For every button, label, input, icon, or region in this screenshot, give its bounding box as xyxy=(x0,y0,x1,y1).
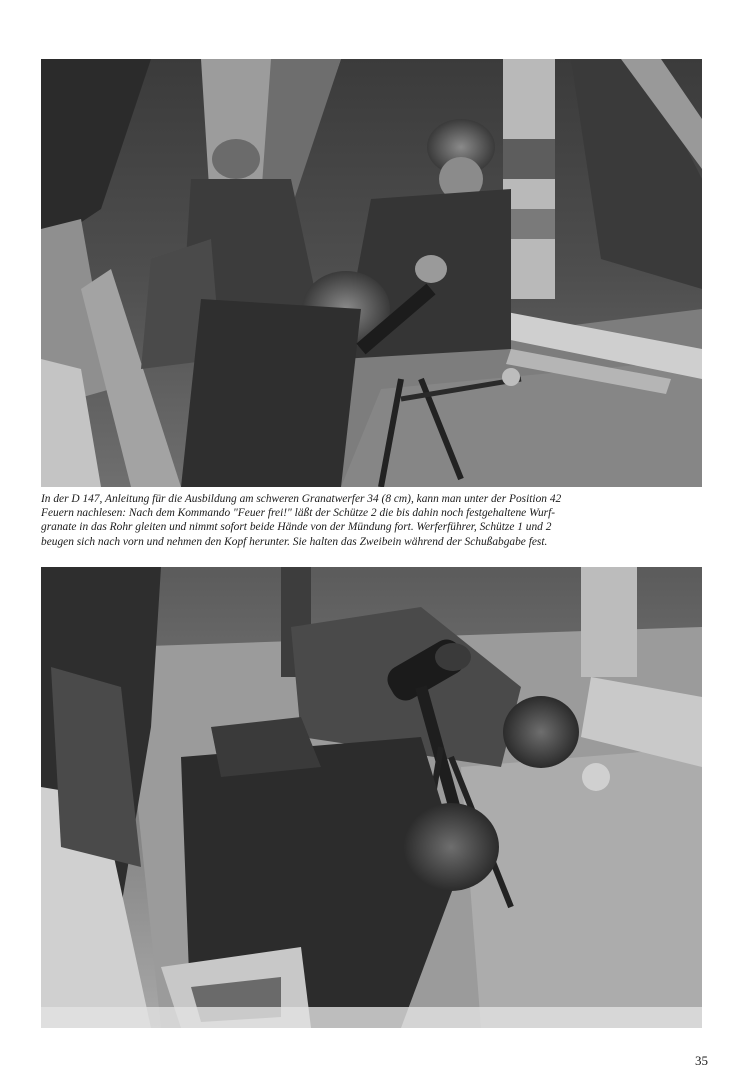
caption-line: In der D 147, Anleitung für die Ausbildung am schweren Granatwerfer 34 (8 cm), kann man unter der Position 42 xyxy=(41,493,562,505)
top-photograph xyxy=(41,59,702,487)
bottom-photo-illustration xyxy=(41,567,702,1028)
caption-line: Feuern nachlesen: Nach dem Kommando "Feuer frei!" läßt der Schütze 2 die bis dahin noch festgehaltene Wurf- xyxy=(41,507,556,520)
caption-line: beugen sich nach vorn und nehmen den Kopf herunter. Sie halten das Zweibein während der Schußabgabe fest. xyxy=(41,535,548,548)
top-photo-illustration xyxy=(41,59,702,487)
photo-caption xyxy=(41,492,702,549)
page-number: 35 xyxy=(695,1053,708,1068)
bottom-photograph xyxy=(41,567,702,1028)
caption-line: granate in das Rohr gleiten und nimmt sofort beide Hände von der Mündung fort. Werferführer, Schütze 1 und 2 xyxy=(41,521,552,534)
